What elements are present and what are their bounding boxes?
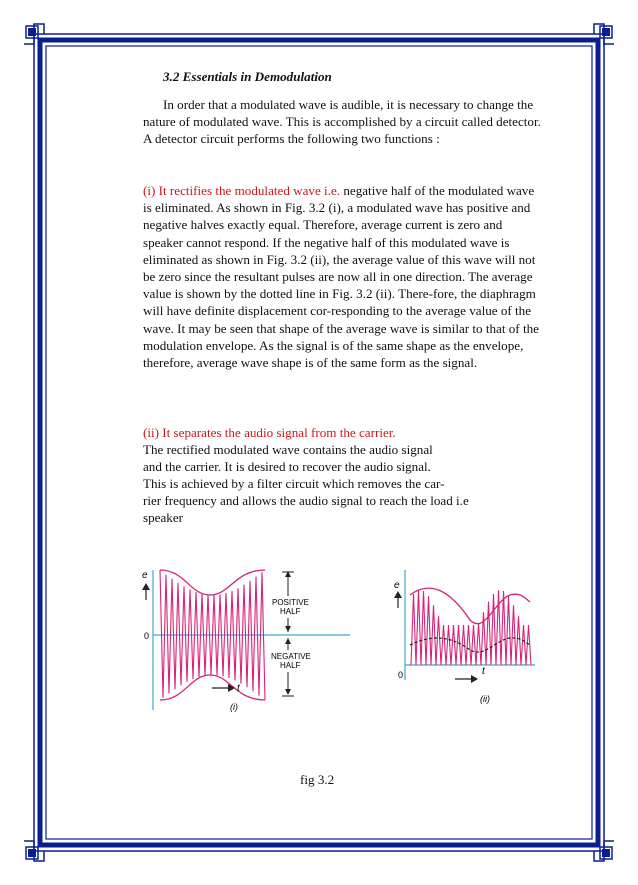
demodulation-figure: [120, 550, 540, 730]
negative-half-label-1: NEGATIVE: [271, 652, 311, 661]
function-two-title: (ii) It separates the audio signal from the carrier.: [143, 425, 396, 440]
function-one-body: negative half of the modulated wave is eliminated. As shown in Fig. 3.2 (i), a modulated wave has positive and negative halves exactly equal. Therefore, average current is zero and speaker cannot respond. If the negative half of this modulated wave is eliminated as shown in Fig. 3.2 (ii), the average value of this wave will not be zero since the resultant pulses are now all in one direction. The average value is shown by the dotted line in Fig. 3.2 (ii). There-fore, the diaphragm will have definite displacement cor-responding to the average value of the wave. It may be seen that shape of the average wave is similar to that of the modulation envelope. As the signal is of the same shape as the envelope, therefore, average wave shape is of the same form as the signal.: [143, 183, 539, 371]
function-one-paragraph: [143, 182, 543, 371]
function-one-title: (i) It rectifies the modulated wave i.e.: [143, 183, 341, 198]
function-two-line-1: The rectified modulated wave contains the audio signal: [143, 442, 433, 457]
function-two-line-4: rier frequency and allows the audio signal to reach the load i.e: [143, 493, 469, 508]
left-axis-x-label: t: [237, 683, 240, 694]
function-two-line-5: speaker: [143, 510, 183, 525]
left-origin-label: 0: [144, 631, 150, 641]
right-origin-label: 0: [398, 670, 404, 680]
right-axis-y-label: e: [394, 580, 400, 591]
negative-half-label-2: HALF: [280, 661, 301, 670]
intro-paragraph: In order that a modulated wave is audible, it is necessary to change the nature of modulated wave. This is accomplished by a circuit called detector. A detector circuit performs the following two functions :: [143, 97, 541, 147]
left-sub-label: (i): [230, 702, 238, 712]
right-rectified-wave: [411, 590, 531, 665]
function-two-line-3: This is achieved by a filter circuit which removes the car-: [143, 476, 445, 491]
right-axis-x-label: t: [482, 666, 485, 677]
figure-right: [394, 570, 535, 704]
figure-caption: fig 3.2: [300, 772, 335, 787]
function-two-line-2: and the carrier. It is desired to recover the audio signal.: [143, 459, 431, 474]
figure-left: [142, 570, 350, 712]
left-axis-y-label: e: [142, 570, 148, 581]
positive-half-label-2: HALF: [280, 607, 301, 616]
positive-half-label-1: POSITIVE: [272, 598, 309, 607]
section-heading: 3.2 Essentials in Demodulation: [163, 69, 332, 84]
right-sub-label: (ii): [480, 694, 490, 704]
